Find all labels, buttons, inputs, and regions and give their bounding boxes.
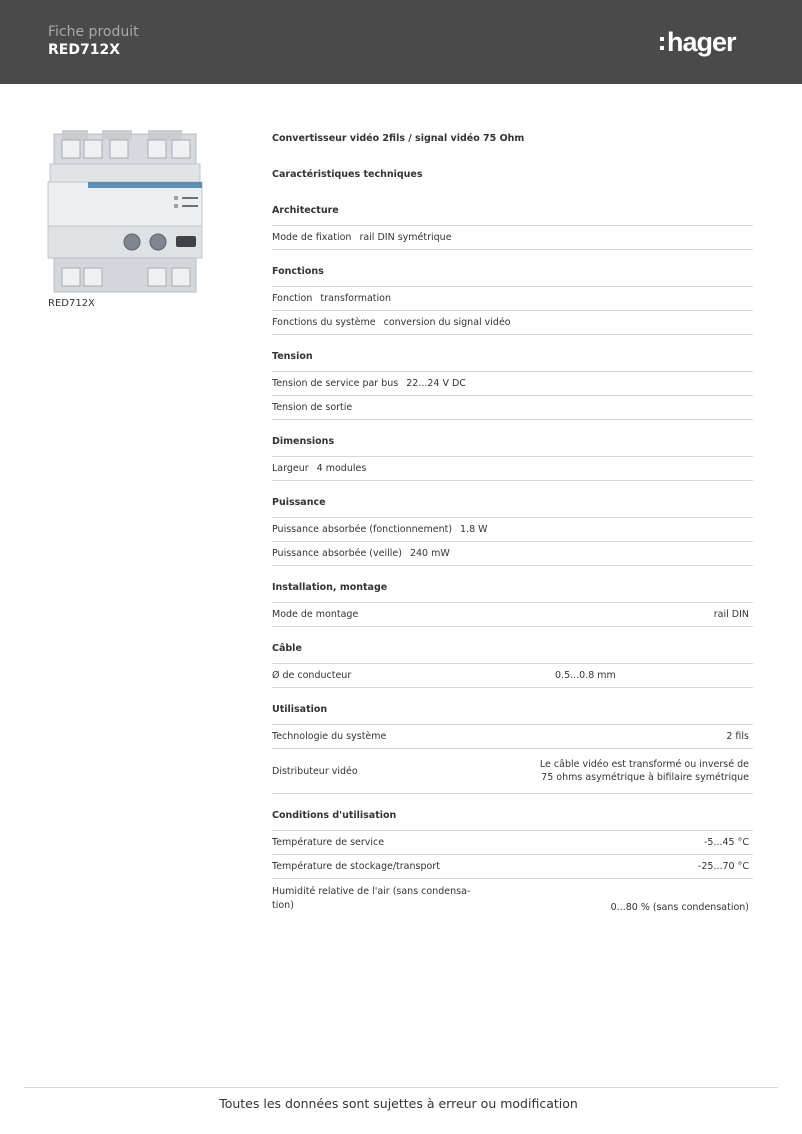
spec-label: Distributeur vidéo: [272, 765, 358, 777]
din-rail-module-image: [44, 128, 206, 298]
spec-label: Humidité relative de l'air (sans condensa-tion): [272, 886, 471, 911]
spec-row: [272, 603, 753, 627]
spec-label: Puissance absorbée (fonctionnement): [272, 524, 453, 535]
spec-row: [272, 396, 753, 420]
spec-value: 2 fils: [726, 731, 749, 742]
spec-row: [272, 287, 753, 311]
spec-label: Fonction: [272, 293, 313, 304]
spec-row: [272, 457, 753, 481]
section-title-tension: Tension: [272, 349, 753, 372]
section-title-conditions: Conditions d'utilisation: [272, 808, 753, 831]
spec-value: 1.8 W: [460, 524, 488, 535]
spec-value: conversion du signal vidéo: [383, 317, 511, 328]
page-header: [0, 0, 802, 84]
spec-row: [272, 855, 753, 879]
spec-label: Température de service: [272, 837, 385, 848]
spec-value: 0...80 % (sans condensation): [610, 902, 749, 913]
spec-row: [272, 226, 753, 250]
footer-disclaimer: Toutes les données sont sujettes à erreur ou modification: [219, 1096, 578, 1111]
spec-row: [272, 831, 753, 855]
spec-value: transformation: [320, 293, 391, 304]
section-title-fonctions: Fonctions: [272, 264, 753, 287]
section-title-installation: Installation, montage: [272, 580, 753, 603]
spec-row: [272, 542, 753, 566]
spec-value: 0.5...0.8 mm: [555, 670, 616, 681]
spec-heading: Caractéristiques techniques: [272, 169, 423, 180]
spec-label: Tension de sortie: [272, 402, 353, 413]
spec-value: -25...70 °C: [697, 861, 749, 872]
section-title-puissance: Puissance: [272, 495, 753, 518]
spec-row: [272, 749, 753, 794]
spec-row: [272, 725, 753, 749]
hager-logo: [656, 24, 756, 60]
product-description: Convertisseur vidéo 2fils / signal vidéo 75 Ohm: [272, 133, 525, 144]
section-title-architecture: Architecture: [272, 203, 753, 226]
spec-label: Puissance absorbée (veille): [272, 548, 402, 559]
spec-row: [272, 372, 753, 396]
spec-value: Le câble vidéo est transformé ou inversé de 75 ohms asymétrique à bifilaire symétrique: [539, 759, 749, 783]
spec-label: Mode de fixation: [272, 232, 352, 243]
spec-value: -5...45 °C: [703, 837, 749, 848]
svg-text:hager: hager: [667, 27, 736, 57]
spec-row: [272, 311, 753, 335]
section-title-utilisation: Utilisation: [272, 702, 753, 725]
product-reference: RED712X: [48, 42, 120, 58]
spec-value: rail DIN: [713, 609, 749, 620]
product-caption: RED712X: [48, 298, 95, 309]
spec-value: 4 modules: [316, 463, 367, 474]
spec-label: Mode de montage: [272, 609, 359, 620]
spec-label: Tension de service par bus: [272, 378, 399, 389]
spec-label: Température de stockage/transport: [272, 861, 440, 872]
spec-value: 240 mW: [409, 548, 450, 559]
section-title-cable: Câble: [272, 641, 753, 664]
footer-divider: [24, 1087, 778, 1088]
spec-label: Fonctions du système: [272, 317, 376, 328]
spec-value: 22...24 V DC: [406, 378, 466, 389]
section-title-dimensions: Dimensions: [272, 434, 753, 457]
spec-content: [272, 131, 753, 917]
spec-label: Largeur: [272, 463, 309, 474]
spec-value: rail DIN symétrique: [359, 232, 452, 243]
document-type: Fiche produit: [48, 24, 139, 40]
spec-label: Technologie du système: [272, 731, 387, 742]
spec-row: [272, 518, 753, 542]
spec-row: [272, 879, 753, 917]
spec-label: Ø de conducteur: [272, 670, 352, 681]
spec-row: [272, 664, 753, 688]
